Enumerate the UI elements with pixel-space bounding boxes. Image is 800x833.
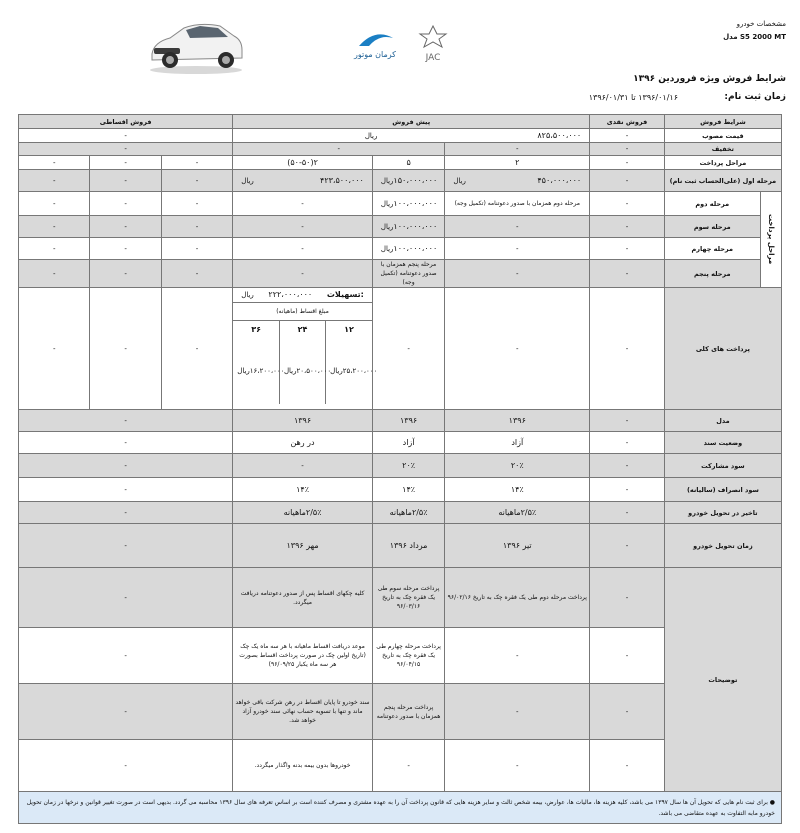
row-notes-4: - - - خودروها بدون بیمه بدنه واگذار میگردد. - — [19, 740, 782, 792]
col-conditions: شرایط فروش — [664, 115, 781, 129]
row-facility: پرداخت های کلی - - - ریال ۲۲۲،۰۰۰،۰۰۰ تسهیلات: مبلغ اقساط (ماهیانه) ۱۲ ۲۴ ۳۶ ریال ۲۵،۲۰۰،۰۰۰ ریال ۲۰،۵۰۰،۰۰۰ ریال ۱۶،۲۰۰،۰۰۰ - - - — [19, 288, 782, 410]
row-notes-1: توضیحات - پرداخت مرحله دوم طی یک فقره چک به تاریخ ۹۶/۰۲/۱۶ پرداخت مرحله سوم طی یک فقره چک به تاریخ ۹۶/۰۳/۱۶ کلیه چکهای اقساط پس از صدور دعوتنامه دریافت میگردد. - — [19, 568, 782, 628]
model-name: مدل S5 2000 MT — [723, 33, 786, 41]
row-delay: تاخیر در تحویل خودرو - ۲/۵٪ماهیانه ۲/۵٪ماهیانه ۲/۵٪ماهیانه - — [19, 502, 782, 524]
title-block — [588, 74, 786, 102]
page-header — [0, 0, 800, 112]
registration-label: زمان ثبت نام: — [724, 92, 786, 102]
row-notes-2: - - پرداخت مرحله چهارم طی یک فقره چک به تاریخ ۹۶/۰۴/۱۵ موعد دریافت اقساط ماهیانه با هر سه ماه یک چک (تاریخ اولین چک در صورت پرداخت اقساط بصورت هر سه ماه یکبار ۹۶/۰۹/۲۵) - — [19, 628, 782, 684]
row-notes-3: - - پرداخت مرحله پنجم همزمان با صدور دعوتنامه سند خودرو تا پایان اقساط در رهن شرکت باقی خواهد ماند و تنها با تسویه حساب نهائی سند خودرو آزاد خواهد شد. - — [19, 684, 782, 740]
row-doc-status: وضعیت سند - آزاد آزاد در رهن - — [19, 432, 782, 454]
col-cash: فروش نقدی — [590, 115, 665, 129]
facility-subtable: ریال ۲۲۲،۰۰۰،۰۰۰ تسهیلات: مبلغ اقساط (ماهیانه) ۱۲ ۲۴ ۳۶ ریال ۲۵،۲۰۰،۰۰۰ ریال ۲۰،۵۰۰،۰۰۰ ریال ۱۶،۲۰۰،۰۰۰ — [233, 288, 372, 404]
jac-logo — [410, 24, 456, 64]
car-image — [140, 14, 250, 76]
row-discount: تخفیف - - - - — [19, 143, 782, 156]
spec-block — [723, 18, 786, 44]
kerman-motor-logo — [345, 26, 405, 60]
row-partnership: سود مشارکت - ۲۰٪ ۲۰٪ - - — [19, 454, 782, 478]
row-base-price: قیمت مصوب - ریال ۸۲۵،۵۰۰،۰۰۰ - — [19, 129, 782, 143]
row-footer — [19, 792, 782, 824]
notes-label: توضیحات — [664, 568, 781, 792]
header-row — [19, 115, 782, 129]
row-model-year: مدل - ۱۳۹۶ ۱۳۹۶ ۱۳۹۶ - — [19, 410, 782, 432]
payment-stages-group: مراحل پرداخت — [760, 192, 781, 288]
row-delivery: زمان تحویل خودرو - تیر ۱۳۹۶ مرداد ۱۳۹۶ مهر ۱۳۹۶ - — [19, 524, 782, 568]
row-first-stage: مرحله اول (علی‌الحساب ثبت نام) - ریال ۴۵۰،۰۰۰،۰۰۰ ریال ۱۵۰،۰۰۰،۰۰۰ ریال ۴۲۳،۵۰۰،۰۰۰ - - - — [19, 170, 782, 192]
col-presale: پیش فروش — [233, 115, 590, 129]
row-fifth-stage: مرحله پنجم - - مرحله پنجم همزمان با صدور دعوتنامه (تکمیل وجه) - - - - — [19, 260, 782, 288]
sales-conditions-table — [18, 114, 782, 824]
svg-text:JAC: JAC — [425, 53, 441, 63]
col-installment: فروش اقساطی — [19, 115, 233, 129]
main-title: شرایط فروش ویژه فروردین ۱۳۹۶ — [633, 74, 786, 84]
row-fourth-stage: مرحله چهارم - - ریال ۱۰۰،۰۰۰،۰۰۰ - - - - — [19, 238, 782, 260]
row-second-stage: مراحل پرداخت مرحله دوم - مرحله دوم همزمان با صدور دعوتنامه (تکمیل وجه) ریال ۱۰۰،۰۰۰،۰۰۰ - - - - — [19, 192, 782, 216]
spec-title: مشخصات خودرو — [736, 20, 786, 28]
svg-text:کرمان موتور: کرمان موتور — [353, 50, 397, 59]
registration-dates: ۱۳۹۶/۰۱/۱۶ تا ۱۳۹۶/۰۱/۳۱ — [588, 93, 678, 102]
row-stages: مراحل پرداخت - ۲ ۵ ۲(۵۰-۵۰) - - - — [19, 156, 782, 170]
row-penalty: سود انصراف (سالیانه) - ۱۴٪ ۱۴٪ ۱۴٪ - — [19, 478, 782, 502]
footer-note: ● برای ثبت نام هایی که تحویل آن ها سال ۱۳۹۷ می باشد، کلیه هزینه ها، مالیات ها، عوارض، بیمه شخص ثالث و سایر هزینه هایی که قانون پرداخت آن را به عهده مشتری و مصرف کننده است بر اساس تعرفه های سال ۱۳۹۶ محاسبه می گردد. بدیهی است در صورت تغییر قوانین و نرخها در زمان تحویل خودرو مابه التفاوت به عهده متقاضی می باشد. — [19, 792, 782, 824]
row-third-stage: مرحله سوم - - ریال ۱۰۰،۰۰۰،۰۰۰ - - - - — [19, 216, 782, 238]
facility-cell — [233, 288, 378, 410]
